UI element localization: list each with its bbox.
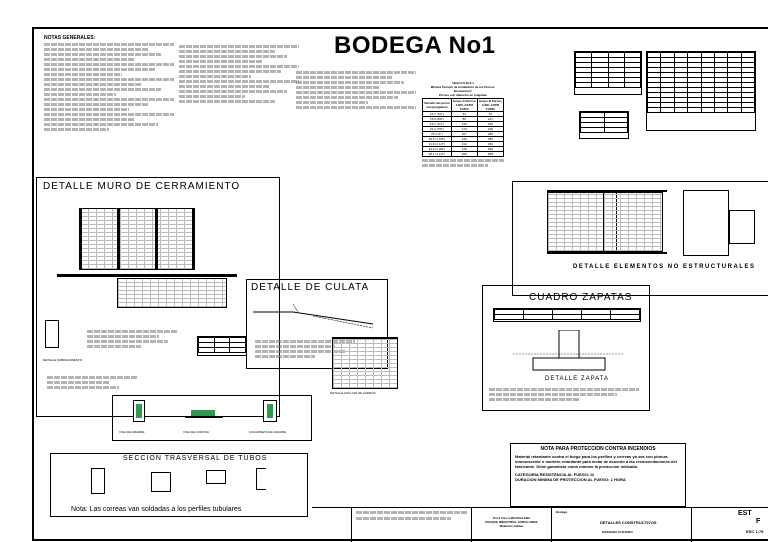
- table-title: Tabla P.3.16.3-1: [452, 81, 474, 85]
- elevation-detail: [683, 190, 729, 256]
- table-cell: 227: [451, 132, 477, 137]
- table-row: [423, 127, 504, 132]
- no-estructural-panel: [512, 181, 768, 296]
- table-cell: 28.6 (1 1/8"): [423, 137, 452, 142]
- muro-detail-title: DETALLE MURO DE CERRAMIENTO: [43, 181, 241, 192]
- fire-note-body: Material retardante contra el fuego para los perfiles y correas ya sea con pintura intumescente o mortero retardante para metal de acuerdo a las recomendaciones del fabricante. Debe garantizar como mínimo la protección indicada.: [515, 454, 677, 469]
- title-block-cell-1: [312, 508, 352, 542]
- table-cell: 53: [451, 112, 477, 117]
- culata-detail-title: DETALLE DE CULATA: [251, 282, 370, 293]
- address-line-2: PARQUE INDUSTRIAL SANTA LIBRE: [485, 520, 538, 524]
- scale-label: ESC 1:75: [746, 529, 764, 534]
- anclaje-detail: [320, 331, 410, 399]
- table: [422, 98, 504, 157]
- address-line-1: Km 9 Vía La MAGDALENA: [492, 516, 531, 520]
- table-cell: 38.1 (1 1/2"): [423, 152, 452, 157]
- cuadro-zapatas-title: CUADRO ZAPATAS: [529, 292, 633, 303]
- tube-section-2: [151, 472, 171, 492]
- channel-section: [256, 468, 266, 490]
- table-cell: 218: [477, 127, 503, 132]
- table-cell: 458: [451, 152, 477, 157]
- anclaje-top-bar: [332, 337, 398, 339]
- muro-detail-panel: [36, 177, 280, 417]
- table-row: [423, 132, 504, 137]
- table-cell: 356: [477, 137, 503, 142]
- title-block-scale: [692, 508, 768, 542]
- general-notes: [44, 35, 174, 133]
- table-cell: 658: [477, 152, 503, 157]
- columneta-section: [263, 400, 277, 422]
- table-cell: 31.8 (1 1/4"): [423, 142, 452, 147]
- title-block-address: [472, 508, 552, 542]
- sheet-code: F: [756, 518, 761, 525]
- table-cell: 22.2 (7/8"): [423, 127, 452, 132]
- zapatas-table: [493, 308, 641, 322]
- schedule-table-2: [646, 51, 756, 131]
- content-label: DETALLES CONSTRUCTIVOS: [600, 520, 657, 525]
- tubos-panel: [50, 453, 308, 517]
- sobrecimiento-label: DETALLE SOBRECIMIENTO: [43, 358, 83, 362]
- column-left: [79, 208, 82, 270]
- table-row: [423, 137, 504, 142]
- table-cell: 249: [451, 137, 477, 142]
- title-block: [312, 507, 768, 542]
- fire-protection-note: [510, 443, 686, 507]
- detalle-zapata-title: DETALLE ZAPATA: [545, 376, 609, 382]
- table-cell: 34.9 (1 3/8"): [423, 147, 452, 152]
- no-estructural-title: DETALLE ELEMENTOS NO ESTRUCTURALES: [573, 264, 756, 270]
- vigas-panel: [112, 395, 312, 441]
- table-cell: 538: [477, 147, 503, 152]
- schedule-table-3: [579, 111, 629, 139]
- drawing-sheet: [32, 27, 768, 541]
- bottom-beam: [547, 252, 667, 254]
- side-detail: [729, 210, 755, 244]
- viga-amarre-section: [133, 400, 145, 422]
- general-notes-col2: [179, 43, 299, 105]
- general-notes-heading: NOTAS GENERALES:: [44, 35, 96, 41]
- table-cell: 316: [451, 142, 477, 147]
- viga-amarre-label: VIGA DE AMARRE: [119, 430, 145, 434]
- zapatas-panel: [482, 285, 650, 411]
- table-cell: 19.1 (3/4"): [423, 122, 452, 127]
- partition-wall-2: [603, 192, 663, 252]
- tube-section-3: [206, 470, 226, 484]
- table-cell: 173: [451, 127, 477, 132]
- table-header: Grupo A Pernos A325, ASTM F1852: [452, 99, 476, 111]
- est-label: EST: [738, 510, 752, 517]
- table-cell: 85: [451, 117, 477, 122]
- table-cell: 15.9 (5/8"): [423, 117, 452, 122]
- zapata-notes: [489, 386, 639, 403]
- viga-corona-section: [185, 404, 223, 418]
- table-row: [423, 122, 504, 127]
- table-row: [423, 152, 504, 157]
- tube-section-1: [91, 468, 105, 494]
- group-label: GRANADA CUSTARO: [602, 530, 633, 534]
- table-cell: 454: [477, 142, 503, 147]
- column-mid-2: [155, 208, 158, 270]
- column-mid: [117, 208, 120, 270]
- notes-under-title: [296, 69, 416, 111]
- footing-section: [45, 320, 59, 348]
- anclaje-title: DETALLE ANCLAJE DE ACEROS: [330, 391, 376, 395]
- table-cell: 25.4 (1"): [423, 132, 452, 137]
- viga-corona-label: VIGA DE CORONA: [183, 430, 210, 434]
- tubos-title: SECCION TRASVERSAL DE TUBOS: [123, 455, 268, 462]
- wall-section-b: [117, 278, 227, 308]
- foundation-beam: [57, 274, 237, 277]
- fire-note-duration: DURACION MINIMA DE PROTECCION AL FUEGO: 1 HORA: [515, 477, 626, 482]
- title-block-project: [552, 508, 692, 542]
- zapata-drawing: [513, 330, 623, 374]
- table-cell: 67: [477, 112, 503, 117]
- bolt-tension-table: [422, 81, 504, 169]
- table-subtitle-2: Pernos con diámetro en pulgadas: [438, 93, 488, 97]
- project-name: Bodega: [556, 510, 568, 514]
- table-header: Tamaño del perno mm (pulgadas): [423, 99, 452, 112]
- culata-drawing: [253, 294, 385, 334]
- table-subtitle: Mínima Tensión de Instalación de los Pernos, kilonewtons*: [430, 85, 496, 93]
- anclaje-wall: [332, 337, 398, 389]
- table-row: [423, 112, 504, 117]
- table-header: Grupo B Pernos A490, ASTM F2280: [478, 99, 502, 111]
- title-block-cell-2: [352, 508, 472, 542]
- fire-note-category: CATEGORIA RESISTENCIA AL FUEGO: III: [515, 472, 594, 477]
- table-row: [423, 147, 504, 152]
- table-row: [423, 142, 504, 147]
- table-cell: 12.7 (1/2"): [423, 112, 452, 117]
- top-beam: [547, 190, 667, 192]
- column-right: [192, 208, 195, 270]
- correas-note: Nota: Las correas van soldadas a los perfiles tubulares: [71, 506, 242, 513]
- masonry-wall: [79, 208, 194, 270]
- table-cell: 378: [451, 147, 477, 152]
- address-line-3: Malambo Caldas: [499, 524, 524, 528]
- sobrecimiento-notes: [47, 374, 137, 391]
- columneta-label: COLUMNETA DE AMARRE: [249, 430, 286, 434]
- table-cell: 156: [477, 122, 503, 127]
- fire-note-title: NOTA PARA PROTECCION CONTRA INCENDIOS: [540, 446, 656, 452]
- muro-small-table: [197, 336, 247, 356]
- page-title: BODEGA No1: [334, 32, 496, 59]
- schedule-table-1: [574, 51, 642, 95]
- table-row: [423, 117, 504, 122]
- muro-notes: [87, 328, 177, 350]
- table-cell: 107: [477, 117, 503, 122]
- table-cell: 125: [451, 122, 477, 127]
- table-cell: 285: [477, 132, 503, 137]
